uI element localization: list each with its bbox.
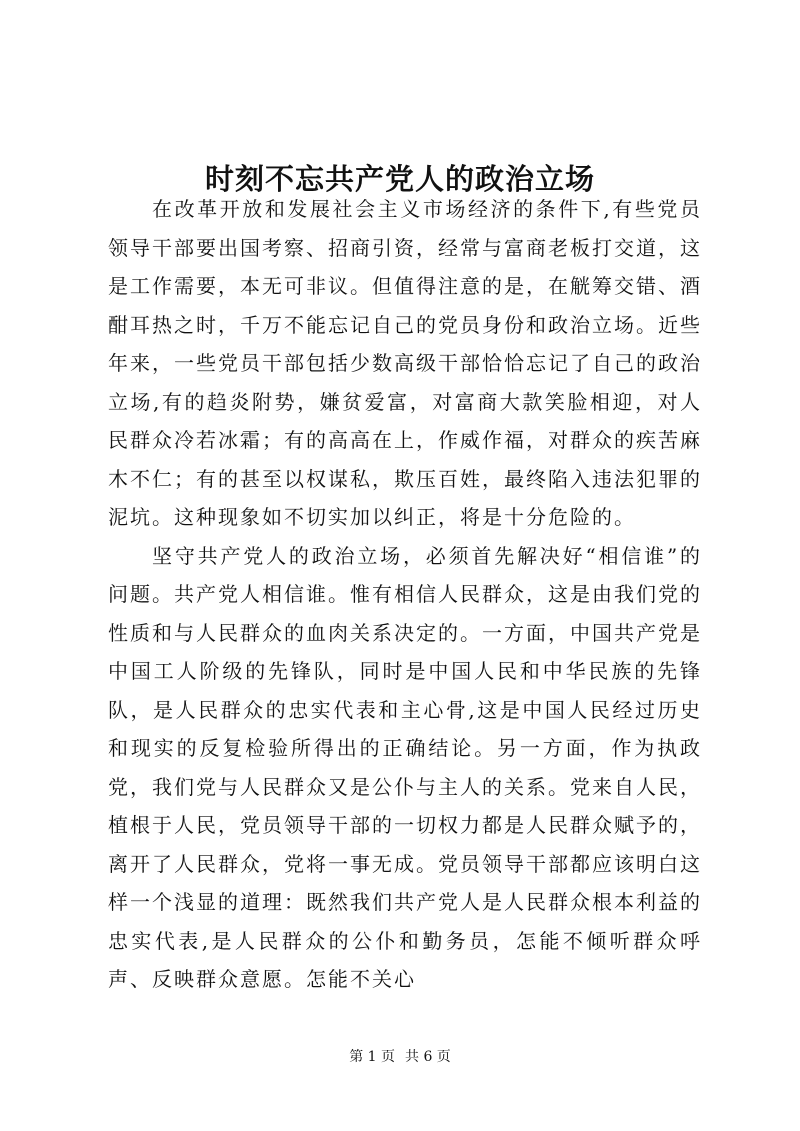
document-title: 时刻不忘共产党人的政治立场 — [204, 162, 595, 197]
document-body — [108, 190, 702, 999]
page-footer — [0, 1046, 800, 1068]
paragraph-2: 坚守共产党人的政治立场，必须首先解决好“相信谁”的问题。共产党人相信谁。惟有相信人民群众，这是由我们党的性质和与人民群众的血肉关系决定的。一方面，中国共产党是中国工人阶级的先锋队，同时是中国人民和中华民族的先锋队，是人民群众的忠实代表和主心骨,这是中国人民经过历史和现实的反复检验所得出的正确结论。另一方面，作为执政党，我们党与人民群众又是公仆与主人的关系。党来自人民，植根于人民，党员领导干部的一切权力都是人民群众赋予的，离开了人民群众，党将一事无成。党员领导干部都应该明白这样一个浅显的道理：既然我们共产党人是人民群众根本利益的忠实代表,是人民群众的公仆和勤务员，怎能不倾听群众呼声、反映群众意愿。怎能不关心 — [108, 543, 702, 991]
page-number: 第 1 页 — [349, 1049, 395, 1065]
paragraph-1: 在改革开放和发展社会主义市场经济的条件下,有些党员领导干部要出国考察、招商引资，经常与富商老板打交道，这是工作需要，本无可非议。但值得注意的是，在觥筹交错、酒酣耳热之时，千万不能忘记自己的党员身份和政治立场。近些年来，一些党员干部包括少数高级干部恰恰忘记了自己的政治立场,有的趋炎附势，嫌贫爱富，对富商大款笑脸相迎，对人民群众冷若冰霜；有的高高在上，作威作福，对群众的疾苦麻木不仁；有的甚至以权谋私，欺压百姓，最终陷入违法犯罪的泥坑。这种现象如不切实加以纠正，将是十分危险的。 — [108, 197, 702, 529]
page-total: 共 6 页 — [405, 1049, 451, 1065]
